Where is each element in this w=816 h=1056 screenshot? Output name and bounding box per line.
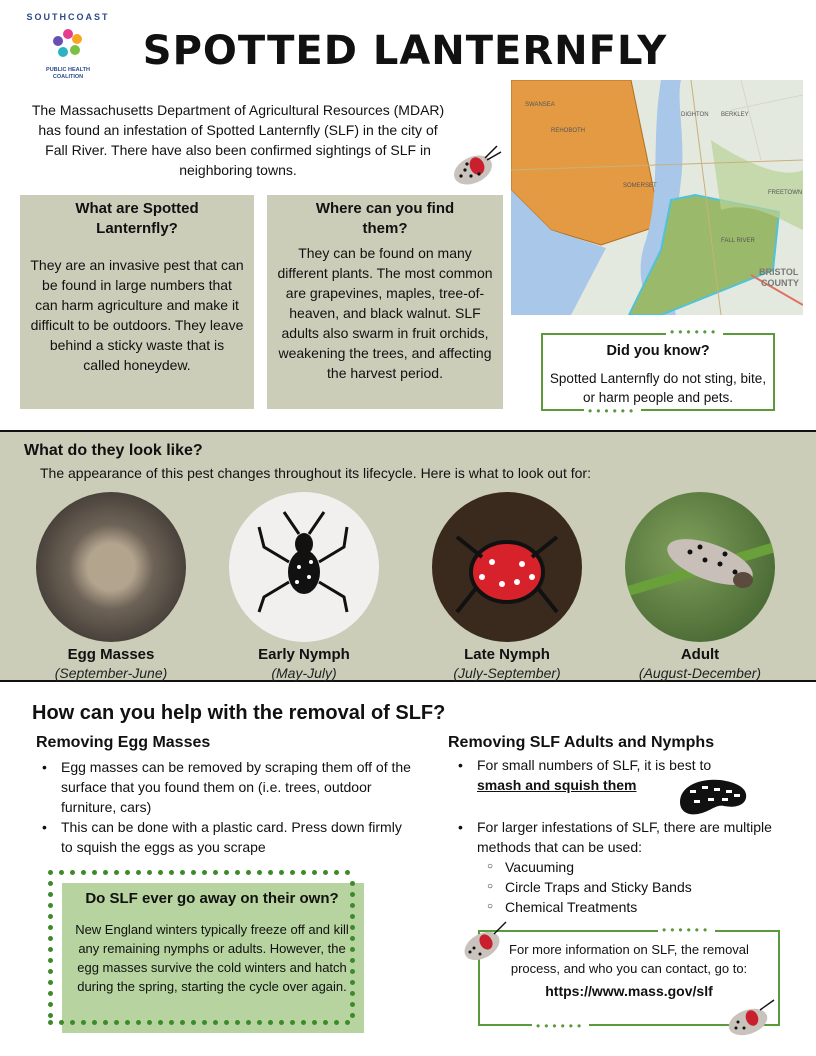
green-dot: [246, 870, 251, 875]
map-label-somerset: SOMERSET: [623, 183, 657, 189]
shoe-print-icon: [676, 772, 750, 818]
lanternfly-icon: [447, 140, 503, 192]
where-find-box: [267, 195, 503, 409]
remove-eggs-heading: Removing Egg Masses: [36, 734, 211, 751]
early-nymph-image: [229, 492, 379, 642]
green-dot: [48, 980, 53, 985]
green-dot: [301, 870, 306, 875]
stage-adult: [615, 492, 785, 681]
stage-early-nymph: [219, 492, 389, 681]
did-you-know-box: [541, 333, 775, 411]
list-item: • Egg masses can be removed by scraping them off of the surface that you found them on (i.e. trees, outdoor furniture, cars): [36, 757, 416, 817]
green-dot: [213, 1020, 218, 1025]
list-item: • This can be done with a plastic card. Press down firmly to squish the eggs as you scrape: [36, 817, 416, 857]
adult-image: [625, 492, 775, 642]
infestation-map: [511, 80, 803, 315]
logo: [18, 12, 118, 81]
go-away-body: New England winters typically freeze off and kill any remaining nymphs or adults. However, the egg masses survive the cold winters and hatch during the spring, starting the cycle over again.: [75, 922, 349, 994]
green-dot: [103, 870, 108, 875]
green-dot: [48, 991, 53, 996]
green-dot: [191, 870, 196, 875]
lifecycle-section: [0, 430, 816, 682]
list-item: [452, 817, 772, 917]
smash-emphasis: smash and squish them: [477, 777, 637, 793]
green-dot: [290, 1020, 295, 1025]
green-dot: [81, 1020, 86, 1025]
green-dot: [48, 925, 53, 930]
map-label-freetown: FREETOWN: [768, 190, 803, 196]
green-dot: [158, 870, 163, 875]
green-dot: [158, 1020, 163, 1025]
stage-name: Early Nymph: [258, 646, 350, 663]
remove-eggs-list: [36, 757, 416, 857]
stage-name: Adult: [680, 646, 720, 663]
green-dot: [235, 870, 240, 875]
green-dot: [334, 870, 339, 875]
green-dot: [246, 1020, 251, 1025]
stage-dates: (May-July): [271, 665, 337, 681]
stage-dates: (July-September): [453, 665, 561, 681]
stage-egg-masses: [26, 492, 196, 681]
green-dot: [202, 870, 207, 875]
green-dot: [92, 1020, 97, 1025]
green-dot: [323, 870, 328, 875]
green-dot: [48, 947, 53, 952]
green-dot: [334, 1020, 339, 1025]
green-dot: [70, 1020, 75, 1025]
green-dot: [268, 870, 273, 875]
green-dot: [48, 969, 53, 974]
lifecycle-heading: What do they look like?: [24, 442, 203, 459]
map-label-dighton: DIGHTON: [681, 112, 709, 118]
green-dot: [224, 1020, 229, 1025]
help-heading: How can you help with the removal of SLF?: [32, 702, 446, 724]
more-info-body: For more information on SLF, the removal process, and who you can contact, go to:: [509, 942, 749, 976]
green-dot: [114, 1020, 119, 1025]
green-dot: [224, 870, 229, 875]
green-dot: [312, 1020, 317, 1025]
green-dot: [48, 936, 53, 941]
list-item: ○ Circle Traps and Sticky Bands: [485, 877, 772, 897]
larger-infestations-text: For larger infestations of SLF, there are multiple methods that can be used:: [477, 819, 772, 855]
green-dot: [257, 1020, 262, 1025]
green-dot: [235, 1020, 240, 1025]
map-label-rehoboth: REHOBOTH: [551, 128, 586, 134]
where-find-body: They can be found on many different plants. The most common are grapevines, maples, tree-of-heaven, and black walnut. SLF adults also swarm in fruit orchids, weakening the trees, and affecting the harvest period.: [277, 245, 493, 381]
green-dot: [301, 1020, 306, 1025]
what-are-box: [20, 195, 254, 409]
more-info-link[interactable]: https://www.mass.gov/slf: [545, 983, 713, 999]
green-dot: [48, 903, 53, 908]
intro-text: The Massachusetts Department of Agricultural Resources (MDAR) has found an infestation of Spotted Lanternfly (SLF) in the city of Fall River. There have also been confirmed sightings of SLF in neighboring towns.: [31, 102, 445, 178]
green-dot: [48, 1002, 53, 1007]
stage-dates: (September-June): [54, 665, 168, 681]
map-label-fall-river: FALL RIVER: [721, 238, 755, 244]
dots-decoration: ••••••: [532, 1021, 589, 1031]
egg-masses-image: [36, 492, 186, 642]
green-dot: [180, 870, 185, 875]
green-dot: [202, 1020, 207, 1025]
green-dot: [350, 1002, 355, 1007]
methods-list: [477, 857, 772, 917]
dots-decoration: ••••••: [666, 327, 723, 337]
logo-subtitle-2: COALITION: [52, 74, 84, 80]
green-dot: [125, 1020, 130, 1025]
green-dot: [48, 881, 53, 886]
green-dot: [59, 1020, 64, 1025]
go-away-heading: Do SLF ever go away on their own?: [85, 890, 339, 907]
lanternfly-icon: [722, 994, 776, 1044]
green-dot: [136, 870, 141, 875]
green-dot: [92, 870, 97, 875]
green-dot: [279, 1020, 284, 1025]
stage-dates: (August-December): [638, 665, 762, 681]
green-dot: [147, 1020, 152, 1025]
what-are-heading: What are Spotted Lanternfly?: [75, 200, 199, 237]
map-label-swansea: SWANSEA: [525, 102, 555, 108]
green-dot: [350, 881, 355, 886]
green-dot: [48, 914, 53, 919]
map-label-bristol: BRISTOL: [759, 267, 799, 277]
list-item: ○ Vacuuming: [485, 857, 772, 877]
green-dot: [48, 1013, 53, 1018]
did-you-know-heading: Did you know?: [606, 343, 710, 359]
lifecycle-lead: The appearance of this pest changes throughout its lifecycle. Here is what to look out for:: [40, 465, 591, 481]
green-dot: [59, 870, 64, 875]
map-label-county: COUNTY: [761, 278, 799, 288]
green-dot: [70, 870, 75, 875]
dots-decoration: ••••••: [584, 406, 641, 416]
logo-subtitle-1: PUBLIC HEALTH: [46, 67, 90, 73]
did-you-know-body: Spotted Lanternfly do not sting, bite, or harm people and pets.: [549, 371, 767, 405]
small-numbers-text: For small numbers of SLF, it is best to: [477, 757, 712, 773]
green-dot: [48, 958, 53, 963]
green-dot: [48, 1020, 53, 1025]
stage-late-nymph: [422, 492, 592, 681]
stage-name: Late Nymph: [464, 646, 550, 663]
green-dot: [169, 1020, 174, 1025]
green-dot: [312, 870, 317, 875]
green-dot: [279, 870, 284, 875]
green-dot: [213, 870, 218, 875]
green-dot: [350, 914, 355, 919]
what-are-body: They are an invasive pest that can be found in large numbers that can harm agriculture and make it difficult to be outdoors. They leave behind a sticky waste that is called honeydew.: [30, 257, 244, 373]
green-dot: [81, 870, 86, 875]
where-find-heading: Where can you find them?: [315, 200, 455, 237]
logo-flower-icon: [51, 26, 85, 60]
list-item: ○ Chemical Treatments: [485, 897, 772, 917]
logo-brand: SOUTHCOAST: [26, 12, 110, 22]
green-dot: [125, 870, 130, 875]
green-dot: [147, 870, 152, 875]
stage-name: Egg Masses: [67, 646, 155, 663]
green-dot: [136, 1020, 141, 1025]
green-dot: [350, 1013, 355, 1018]
green-dot: [114, 870, 119, 875]
late-nymph-image: [432, 492, 582, 642]
green-dot: [48, 870, 53, 875]
green-dot: [345, 870, 350, 875]
green-dot: [257, 870, 262, 875]
green-dot: [290, 870, 295, 875]
green-dot: [323, 1020, 328, 1025]
lanternfly-icon: [458, 918, 510, 968]
map-label-berkley: BERKLEY: [721, 112, 749, 118]
green-dot: [345, 1020, 350, 1025]
dots-decoration: ••••••: [658, 925, 715, 935]
green-dot: [103, 1020, 108, 1025]
page-title: SPOTTED LANTERNFLY: [142, 28, 668, 74]
green-dot: [169, 870, 174, 875]
remove-adults-heading: Removing SLF Adults and Nymphs: [448, 734, 715, 751]
green-dot: [191, 1020, 196, 1025]
green-dot: [48, 892, 53, 897]
green-dot: [268, 1020, 273, 1025]
green-dot: [180, 1020, 185, 1025]
